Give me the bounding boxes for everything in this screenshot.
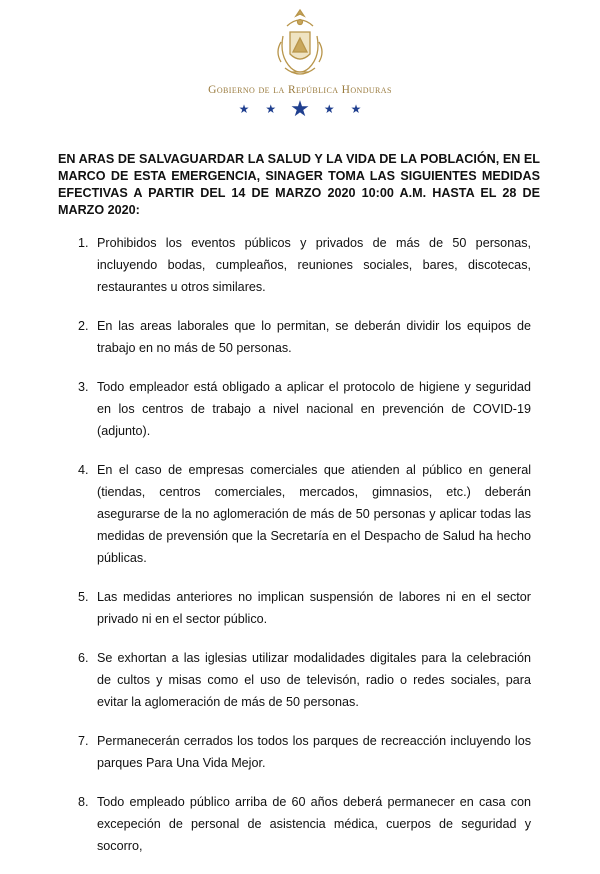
item-text: Permanecerán cerrados los todos los parques de recreacción incluyendo los parques Para Una Vida Mejor. <box>97 734 531 770</box>
item-text: En las areas laborales que lo permitan, se deberán dividir los equipos de trabajo en no más de 50 personas. <box>97 319 531 355</box>
item-text: En el caso de empresas comerciales que atienden al público en general (tiendas, centros comerciales, mercados, gimnasios, etc.) deberán asegurarse de la no aglomeración de más de 50 personas y aplicar todas las medidas de prevensión que la Secretaría en el Despacho de Salud ha hecho públicas. <box>97 463 531 565</box>
item-number: 3. <box>78 380 89 394</box>
item-text: Prohibidos los eventos públicos y privados de más de 50 personas, incluyendo bodas, cumpleaños, reuniones sociales, bares, discotecas, restaurantes u otros similares. <box>97 236 531 294</box>
list-item <box>0 459 600 569</box>
document-title: EN ARAS DE SALVAGUARDAR LA SALUD Y LA VIDA DE LA POBLACIÓN, EN EL MARCO DE ESTA EMERGENCIA, SINAGER TOMA LAS SIGUIENTES MEDIDAS EFECTIVAS A PARTIR DEL 14 DE MARZO 2020 10:00 A.M. HASTA EL 28 DE MARZO 2020: <box>58 152 540 217</box>
list-item <box>0 232 600 298</box>
item-number: 1. <box>78 236 89 250</box>
stars-row <box>0 96 600 122</box>
measures-list <box>0 232 600 874</box>
list-item <box>0 586 600 630</box>
star-icon: ★ <box>323 102 335 116</box>
list-item <box>0 315 600 359</box>
list-item <box>0 647 600 713</box>
item-number: 4. <box>78 463 89 477</box>
government-name: Gobierno de la República Honduras <box>208 84 392 96</box>
item-text: Todo empleado público arriba de 60 años deberá permanecer en casa con excepeción de personal de asistencia médica, cuerpos de seguridad y socorro, <box>97 795 531 853</box>
list-item <box>0 791 600 857</box>
item-text: Las medidas anteriores no implican suspensión de labores ni en el sector privado ni en el sector público. <box>97 590 531 626</box>
star-icon: ★ <box>350 102 362 116</box>
list-item <box>0 376 600 442</box>
list-item <box>0 730 600 774</box>
star-icon: ★ <box>265 102 277 116</box>
item-text: Se exhortan a las iglesias utilizar modalidades digitales para la celebración de cultos y misas como el uso de televisón, radio o redes sociales, para evitar la aglomeración de más de 50 personas. <box>97 651 531 709</box>
item-number: 7. <box>78 734 89 748</box>
item-number: 8. <box>78 795 89 809</box>
coat-of-arms-icon <box>273 6 327 82</box>
item-text: Todo empleador está obligado a aplicar el protocolo de higiene y seguridad en los centros de trabajo a nivel nacional en prevención de COVID-19 (adjunto). <box>97 380 531 438</box>
star-icon: ★ <box>238 102 250 116</box>
letterhead <box>0 0 600 130</box>
item-number: 2. <box>78 319 89 333</box>
star-icon: ★ <box>290 96 310 121</box>
item-number: 5. <box>78 590 89 604</box>
item-number: 6. <box>78 651 89 665</box>
